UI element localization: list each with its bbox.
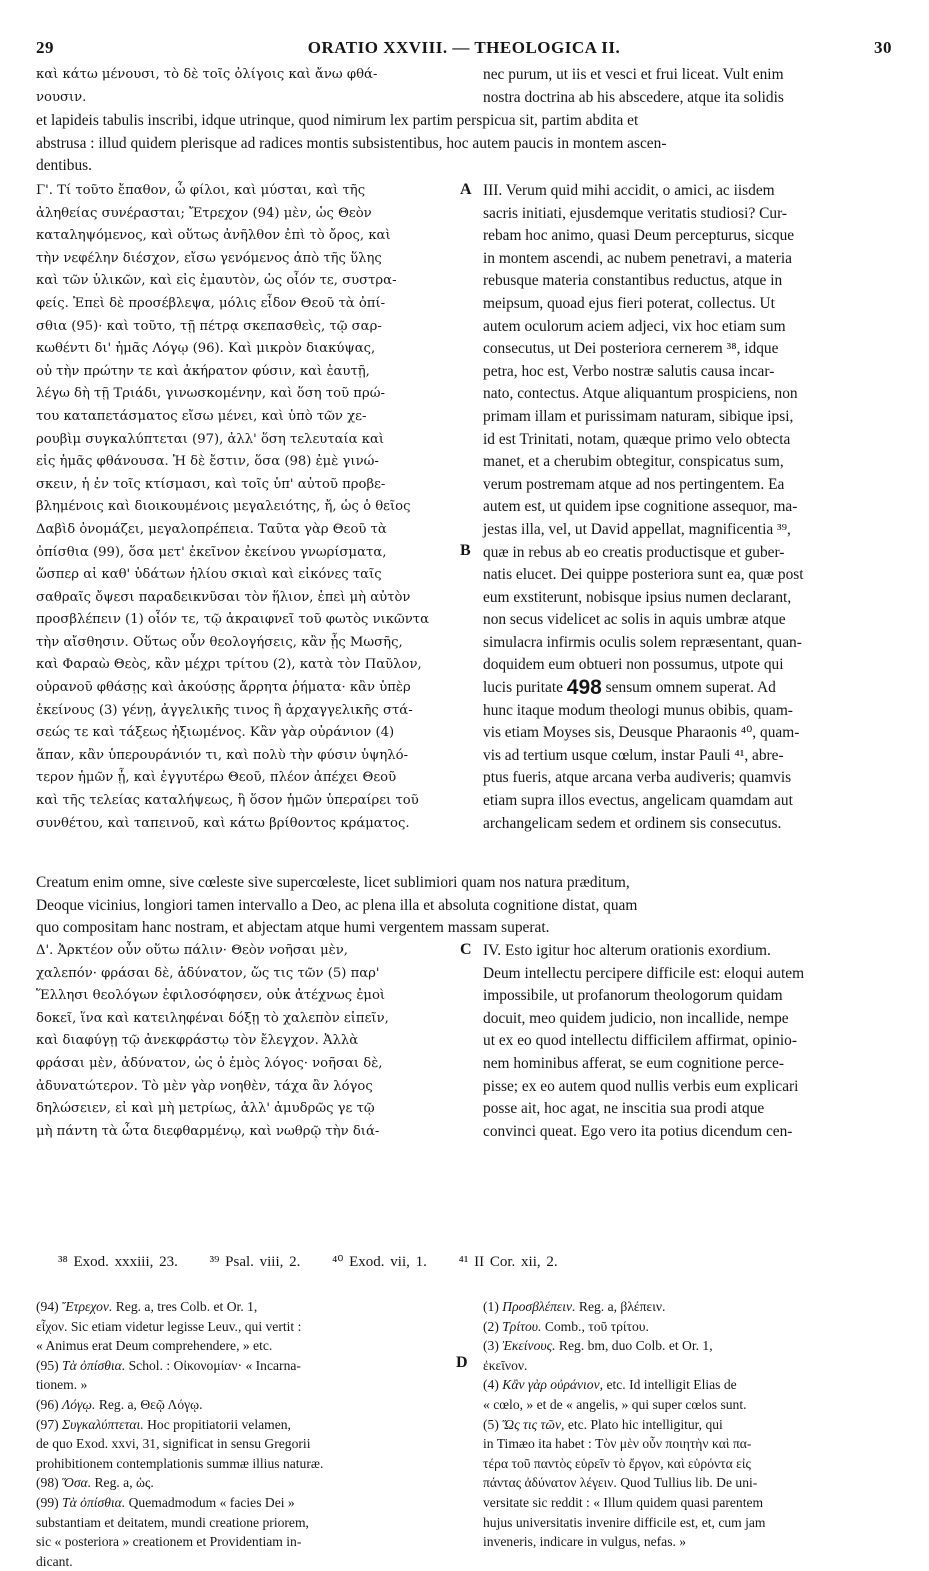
footnote-number: (98)	[36, 1475, 63, 1491]
greek-line: σαθραῖς ὄψεσι παραδεικνῦσαι τὸν ἥλιον, ἐπεὶ μὴ αὐτὸν	[36, 589, 411, 605]
footnote-line	[483, 1317, 893, 1337]
footnote-lemma: Κἂν γὰρ οὐράνιον,	[502, 1377, 604, 1393]
footnote-line	[483, 1395, 893, 1415]
greek-line: σκειν, ἡ ἐν τοῖς κτίσμασι, καὶ τοῖς ὑπ' αὐτοῦ προβε-	[36, 476, 386, 492]
latin-line: pisse; ex eo autem quod nullis verbis eum explicari	[483, 1077, 799, 1095]
latin-line: autem oculorum aciem adjeci, vix hoc etiam sum	[483, 317, 786, 335]
footnote-number: (4)	[483, 1377, 503, 1393]
footnotes-left	[36, 1297, 456, 1571]
greek-line: ὀπίσθια (99), ὅσα μετ' ἐκεῖνον ἐκείνου γνωρίσματα,	[36, 544, 387, 560]
greek-line: Ἕλλησι θεολόγων ἐφιλοσόφησεν, οὐκ ἀτέχνως ἐμοὶ	[36, 988, 386, 1004]
greek-column-2	[36, 940, 456, 1143]
greek-line: τὴν νεφέλην διέσχον, εἴσω γενόμενος ἀπὸ τῆς ὕλης	[36, 250, 382, 266]
footnote-number: (2)	[483, 1318, 503, 1334]
scripture-ref: ³⁹ Psal. viii, 2.	[209, 1254, 301, 1270]
latin-line: nostra doctrina ab his abscedere, atque ita solidis	[483, 88, 784, 106]
latin-column-top	[483, 64, 893, 109]
footnote-line	[36, 1532, 456, 1552]
footnote-line	[483, 1415, 893, 1435]
greek-line: δηλώσειεν, εἰ καὶ μὴ μετρίως, ἀλλ' ἀμυδρῶς γε τῷ	[36, 1101, 375, 1117]
margin-mark-b: B	[460, 542, 471, 559]
footnote-line	[483, 1473, 893, 1493]
latin-line: meipsum, quoad ejus fieri poterat, collectus. Ut	[483, 294, 775, 312]
footnote-line	[36, 1513, 456, 1533]
footnote-number: (1)	[483, 1299, 503, 1314]
full-width-line: Creatum enim omne, sive cœleste sive supercœleste, licet sublimiori quam nos natura præditum,	[36, 874, 630, 891]
page-number-left: 29	[36, 38, 54, 57]
running-title: ORATIO XXVIII. — THEOLOGICA II.	[307, 38, 621, 57]
greek-line: καὶ διαφύγῃ τῷ ἀνεκφράστῳ τὸν ἔλεγχον. Ἀλλὰ	[36, 1033, 359, 1049]
footnote-line	[36, 1395, 456, 1415]
footnote-text: Hoc propitiatorii velamen,	[143, 1416, 291, 1432]
margin-mark-a: A	[460, 181, 472, 198]
latin-line: nec purum, ut iis et vesci et frui liceat. Vult enim	[483, 66, 784, 83]
greek-line: ἐκείνους (3) γένῃ, ἀγγελικῆς τινος ἢ ἀρχαγγελικῆς στά-	[36, 702, 413, 718]
footnote-number: (3)	[483, 1338, 503, 1354]
greek-line: ὥσπερ αἱ καθ' ὑδάτων ἡλίου σκιαὶ καὶ εἰκόνες ταῖς	[36, 567, 382, 583]
footnote-text: in Timæo ita habet : Τὸν μὲν οὖν ποιητὴν καὶ πα-	[483, 1436, 752, 1452]
greek-line: ἅπαν, κἂν ὑπερουράνιόν τι, καὶ πολὺ τὴν φύσιν ὑψηλό-	[36, 747, 409, 763]
full-width-line: Deoque vicinius, longiori tamen intervallo a Deo, ac plena illa et absoluta cognitione distat, quam	[36, 896, 638, 914]
footnote-lemma: Ἔτρεχον.	[62, 1299, 113, 1314]
greek-column-top	[36, 64, 456, 109]
latin-line: simulacra infirmis oculis solem repræsentant, quan-	[483, 633, 802, 651]
footnote-lemma: Λόγῳ.	[62, 1396, 96, 1412]
greek-line: οὐ τὴν πρώτην τε καὶ ἀκήρατον φύσιν, καὶ ἑαυτῇ,	[36, 363, 370, 379]
greek-line: λέγω δὴ τῇ Τριάδι, γινωσκομένην, καὶ ὅση τοῦ πρώ-	[36, 386, 385, 402]
footnote-number: (99)	[36, 1494, 63, 1510]
latin-line: Deum intellectu percipere difficile est: eloqui autem	[483, 964, 805, 982]
latin-line: docuit, meo quidem judicio, non incallide, nempe	[483, 1009, 789, 1027]
greek-line: σθια (95)· καὶ τοῦτο, τῇ πέτρᾳ σκεπασθεὶς, τῷ σαρ-	[36, 318, 382, 334]
footnote-text: Reg. a, βλέπειν.	[575, 1299, 666, 1314]
footnote-text: dicant.	[36, 1553, 73, 1569]
footnote-text: Comb., τοῦ τρίτου.	[541, 1318, 649, 1334]
margin-mark-d: D	[456, 1354, 468, 1371]
footnote-text: Reg. a, Θεῷ Λόγῳ.	[95, 1396, 203, 1412]
latin-line: id est Trinitati, notam, quæque primo velo obtecta	[483, 430, 791, 448]
greek-line: καὶ τῶν ὑλικῶν, καὶ εἰς ἐμαυτὸν, ὡς οἷόν τε, συστρα-	[36, 273, 397, 289]
greek-line: εἰς ἡμᾶς φθάνουσα. Ἡ δὲ ἔστιν, ὅσα (98) ἐμὲ γινώ-	[36, 454, 379, 470]
greek-line: τὴν αἴσθησιν. Οὕτως οὖν θεολογήσεις, κἂν ᾖς Μωσῆς,	[36, 634, 403, 650]
footnote-text: etc. Plato hic intelligitur, qui	[564, 1416, 723, 1432]
footnote-text: πάντας ἀδύνατον λέγειν. Quod Tullius lib. De uni-	[483, 1475, 758, 1491]
greek-line: δοκεῖ, ἵνα καὶ κατειληφέναι δόξῃ τὸ χαλεπὸν εἰπεῖν,	[36, 1010, 389, 1026]
greek-line: βλημένοις καὶ διοικουμένοις μεγαλειότης, ἤ, ὡς ὁ θεῖος	[36, 499, 411, 515]
footnote-lemma: Τρίτου.	[502, 1318, 542, 1334]
footnote-lemma: Τὰ ὀπίσθια.	[62, 1357, 126, 1373]
latin-line: doquidem eum obtueri non possumus, utpote qui	[483, 656, 784, 674]
latin-line: ut ex eo quod intellectu difficilem affirmat, opinio-	[483, 1032, 797, 1050]
latin-line: IV. Esto igitur hoc alterum orationis exordium.	[483, 942, 771, 959]
greek-line: του καταπετάσματος εἴσω μένει, καὶ ὑπὸ τῶν χε-	[36, 408, 367, 424]
footnote-line	[483, 1336, 893, 1356]
footnote-line	[36, 1336, 456, 1356]
greek-line: καταληψόμενος, καὶ οὕτως ἀνῆλθον ἐπὶ τὸ ὄρος, καὶ	[36, 228, 391, 244]
greek-line: χαλεπόν· φράσαι δὲ, ἀδύνατον, ὥς τις τῶν (5) παρ'	[36, 965, 380, 981]
footnote-text: hujus universitatis invenire difficile est, et, cum jam	[483, 1514, 766, 1530]
latin-line: quæ in rebus ab eo creatis productisque et guber-	[483, 543, 785, 561]
footnote-number: (94)	[36, 1299, 63, 1314]
footnote-text: Reg. a, tres Colb. et Or. 1,	[112, 1299, 258, 1314]
footnote-text: « Animus erat Deum comprehendere, » etc.	[36, 1338, 273, 1354]
footnote-line	[36, 1434, 456, 1454]
footnote-text: Quemadmodum « facies Dei »	[125, 1494, 295, 1510]
greek-line: καὶ κάτω μένουσι, τὸ δὲ τοῖς ὀλίγοις καὶ ἄνω φθά-	[36, 67, 378, 82]
footnote-text: Schol. : Οἰκονομίαν· « Incarna-	[125, 1357, 301, 1373]
latin-line: lucis puritate 498 sensum omnem superat. Ad	[483, 676, 776, 700]
scripture-ref: ³⁸ Exod. xxxiii, 23.	[58, 1254, 178, 1270]
full-width-line: abstrusa : illud quidem plerisque ad radices montis subsistentibus, hoc autem paucis in montem ascen-	[36, 134, 667, 152]
latin-line: posse ait, hoc agat, ne inscitia sua prodi atque	[483, 1100, 765, 1118]
footnote-line	[483, 1532, 893, 1552]
full-width-text-1	[36, 110, 892, 178]
footnote-line	[483, 1454, 893, 1474]
footnote-line	[36, 1493, 456, 1513]
latin-line: autem est, ut quidem ipse cognitione assequor, ma-	[483, 498, 798, 516]
latin-line: verum postremam atque ad nos pertingentem. Ea	[483, 475, 785, 493]
footnote-text: τέρα τοῦ παντὸς εὑρεῖν τὸ ἔργον, καὶ εὑρόντα εἰς	[483, 1455, 751, 1471]
footnote-line	[36, 1297, 456, 1317]
footnote-text: tionem. »	[36, 1377, 88, 1393]
footnote-text: de quo Exod. xxvi, 31, significat in sensu Gregorii	[36, 1436, 311, 1452]
page-number-right: 30	[874, 38, 892, 57]
latin-line: jestas illa, vel, ut David appellat, magnificentia ³⁹,	[483, 520, 791, 538]
latin-column-1	[483, 180, 893, 835]
footnote-text: « cœlo, » et de « angelis, » qui super cœlos sunt.	[483, 1396, 747, 1412]
greek-line: σεώς τε καὶ τάξεως ἠξιωμένος. Κἂν γὰρ οὐράνιον (4)	[36, 725, 395, 741]
footnote-text: Reg. a, ὡς.	[91, 1475, 154, 1491]
running-header	[36, 38, 892, 60]
latin-line: rebusque materia constantibus reductus, atque in	[483, 272, 783, 290]
latin-line: III. Verum quid mihi accidit, o amici, ac iisdem	[483, 182, 775, 199]
greek-line: ἀδυνατώτερον. Τὸ μὲν γὰρ νοηθὲν, τάχα ἂν λόγος	[36, 1078, 373, 1094]
latin-line: eum exstiterunt, nobisque ipsius numen declarant,	[483, 588, 792, 606]
footnote-text: versitate sic reddit : « Illum quidem quasi parentem	[483, 1494, 764, 1510]
latin-line: consecutus, ut Dei posteriora cernerem ³⁸, idque	[483, 340, 779, 358]
greek-line: Δ'. Ἀρκτέον οὖν οὕτω πάλιν· Θεὸν νοῆσαι μὲν,	[36, 943, 348, 958]
greek-line: ἀληθείας συνέρασται; Ἔτρεχον (94) μὲν, ὡς Θεὸν	[36, 205, 372, 221]
greek-column-1	[36, 180, 456, 835]
greek-line: τερον ἡμῶν ᾖ, καὶ ἐγγυτέρω Θεοῦ, πλέον ἀπέχει Θεοῦ	[36, 770, 397, 786]
margin-mark-c: C	[460, 941, 472, 958]
footnote-text: ἐκεῖνον.	[483, 1357, 528, 1373]
latin-line: nem hominibus afferat, se eum cognitione perce-	[483, 1054, 785, 1072]
footnote-line	[483, 1375, 893, 1395]
full-width-line: dentibus.	[36, 157, 93, 175]
footnote-line	[483, 1493, 893, 1513]
latin-line: archangelicam sedem et ordinem sis consecutus.	[483, 814, 782, 832]
full-width-line: et lapideis tabulis inscribi, idque utrinque, quod nimirum lex partim perspicua sit, partim abdita et	[36, 112, 639, 129]
scripture-ref: ⁴¹ II Cor. xii, 2.	[458, 1254, 558, 1270]
scripture-references	[58, 1252, 584, 1271]
greek-line: νουσιν.	[36, 89, 87, 105]
latin-line: in montem ascendi, ac nubem penetravi, a materia	[483, 249, 792, 267]
latin-line: convinci queat. Ego vero ita potius dicendum cen-	[483, 1122, 793, 1140]
greek-line: Γ'. Τί τοῦτο ἔπαθον, ὦ φίλοι, καὶ μύσται, καὶ τῆς	[36, 183, 366, 198]
footnote-lemma: Ἐκείνους.	[502, 1338, 556, 1354]
footnote-line	[36, 1415, 456, 1435]
footnote-line	[36, 1356, 456, 1376]
greek-line: προσβλέπειν (1) οἷόν τε, τῷ ἀκραιφνεῖ τοῦ φωτὸς νικῶντα	[36, 612, 430, 628]
footnote-text: substantiam et deitatem, mundi creatione priorem,	[36, 1514, 309, 1530]
footnote-lemma: Ὅσα.	[62, 1475, 92, 1491]
greek-line: συνθέτου, καὶ ταπεινοῦ, καὶ κάτω βρίθοντος κράματος.	[36, 815, 410, 831]
footnote-lemma: Συγκαλύπτεται.	[62, 1416, 144, 1432]
full-width-line: quo compositam hanc nostram, et abjectam atque humi vergentem massam superat.	[36, 919, 550, 937]
latin-line: primam illam et purissimam naturam, sibique ipsi,	[483, 407, 794, 425]
footnotes-right	[483, 1297, 893, 1552]
latin-line: hunc itaque modum theologi munus obibis, quam-	[483, 701, 793, 719]
greek-line: ρουβὶμ συγκαλύπτεται (97), ἀλλ' ὅση τελευταία καὶ	[36, 431, 385, 447]
footnote-line	[483, 1297, 893, 1317]
greek-line: Δαβὶδ ὀνομάζει, μεγαλοπρέπεια. Ταῦτα γὰρ Θεοῦ τὰ	[36, 521, 387, 537]
latin-line: natis elucet. Dei quippe posteriora sunt ea, quæ post	[483, 566, 804, 584]
footnote-lemma: Ὥς τις τῶν,	[502, 1416, 565, 1432]
full-width-text-2	[36, 872, 892, 940]
footnote-line	[36, 1454, 456, 1474]
latin-line: etiam supra illos evectus, angelicam quamdam aut	[483, 792, 793, 810]
footnote-text: Reg. bm, duo Colb. et Or. 1,	[555, 1338, 713, 1354]
footnote-text: sic « posteriora » creationem et Providentiam in-	[36, 1534, 302, 1550]
greek-line: καὶ Φαραὼ Θεὸς, κἂν μέχρι τρίτου (2), κατὰ τὸν Παῦλον,	[36, 657, 422, 673]
footnote-line	[483, 1513, 893, 1533]
scripture-ref: ⁴⁰ Exod. vii, 1.	[332, 1254, 427, 1270]
latin-line: vis ad tertium usque cœlum, instar Pauli ⁴¹, abre-	[483, 746, 784, 764]
footnote-number: (97)	[36, 1416, 63, 1432]
greek-line: μὴ πάντη τὰ ὦτα διεφθαρμένῳ, καὶ νωθρῷ τὴν διά-	[36, 1123, 380, 1139]
footnote-number: (95)	[36, 1357, 63, 1373]
greek-line: φείς. Ἐπεὶ δὲ προσέβλεψα, μόλις εἶδον Θεοῦ τὰ ὀπί-	[36, 295, 386, 311]
footnote-text: etc. Id intelligit Elias de	[603, 1377, 737, 1393]
column-number: 498	[566, 676, 602, 700]
latin-line: impossibile, ut profanorum theologorum quidam	[483, 987, 783, 1005]
footnote-line	[483, 1434, 893, 1454]
greek-line: κωθέντι δι' ἡμᾶς Λόγῳ (96). Καὶ μικρὸν διακύψας,	[36, 341, 376, 357]
latin-line: non secus videlicet ac solis in aquis umbræ atque	[483, 611, 786, 629]
greek-line: οὐρανοῦ φθάσῃς καὶ ἀκούσῃς ἄρρητα ῥήματα· κἂν ὑπὲρ	[36, 680, 411, 696]
latin-line: petra, hoc est, Verbo nostræ salutis causa incar-	[483, 362, 775, 380]
latin-line: vis etiam Moyses sis, Deusque Pharaonis ⁴⁰, quam-	[483, 724, 800, 742]
footnote-lemma: Προσβλέπειν.	[502, 1299, 576, 1314]
latin-line: ptus fueris, atque arcana verba audiveris; quamvis	[483, 769, 792, 787]
latin-line: sacris initiati, ejusdemque veritatis studiosi? Cur-	[483, 204, 788, 222]
footnote-number: (5)	[483, 1416, 503, 1432]
latin-line: rebam hoc animo, quasi Deum percepturus, sicque	[483, 227, 795, 245]
greek-line: φράσαι μὲν, ἀδύνατον, ὡς ὁ ἐμὸς λόγος· νοῆσαι δὲ,	[36, 1055, 383, 1071]
latin-line: nato, contectus. Atque aliquantum prospiciens, non	[483, 385, 798, 403]
footnote-line	[36, 1317, 456, 1337]
greek-line: καὶ τῆς τελείας καταλήψεως, ἢ ὅσον ἡμῶν ὑπεραίρει τοῦ	[36, 793, 419, 809]
footnote-text: εἶχον. Sic etiam videtur legisse Leuv., qui vertit :	[36, 1318, 302, 1334]
footnote-line	[36, 1552, 456, 1571]
footnote-text: prohibitionem contemplationis summæ illius naturæ.	[36, 1455, 324, 1471]
footnote-line	[36, 1473, 456, 1493]
footnote-line	[483, 1356, 893, 1376]
footnote-lemma: Τὰ ὀπίσθια.	[62, 1494, 126, 1510]
latin-line: manet, et a cherubim obtegitur, conspicatus sum,	[483, 453, 784, 471]
footnote-number: (96)	[36, 1396, 63, 1412]
footnote-line	[36, 1375, 456, 1395]
footnote-text: inveneris, indicare in vulgus, nefas. »	[483, 1534, 687, 1550]
latin-column-2	[483, 940, 893, 1143]
